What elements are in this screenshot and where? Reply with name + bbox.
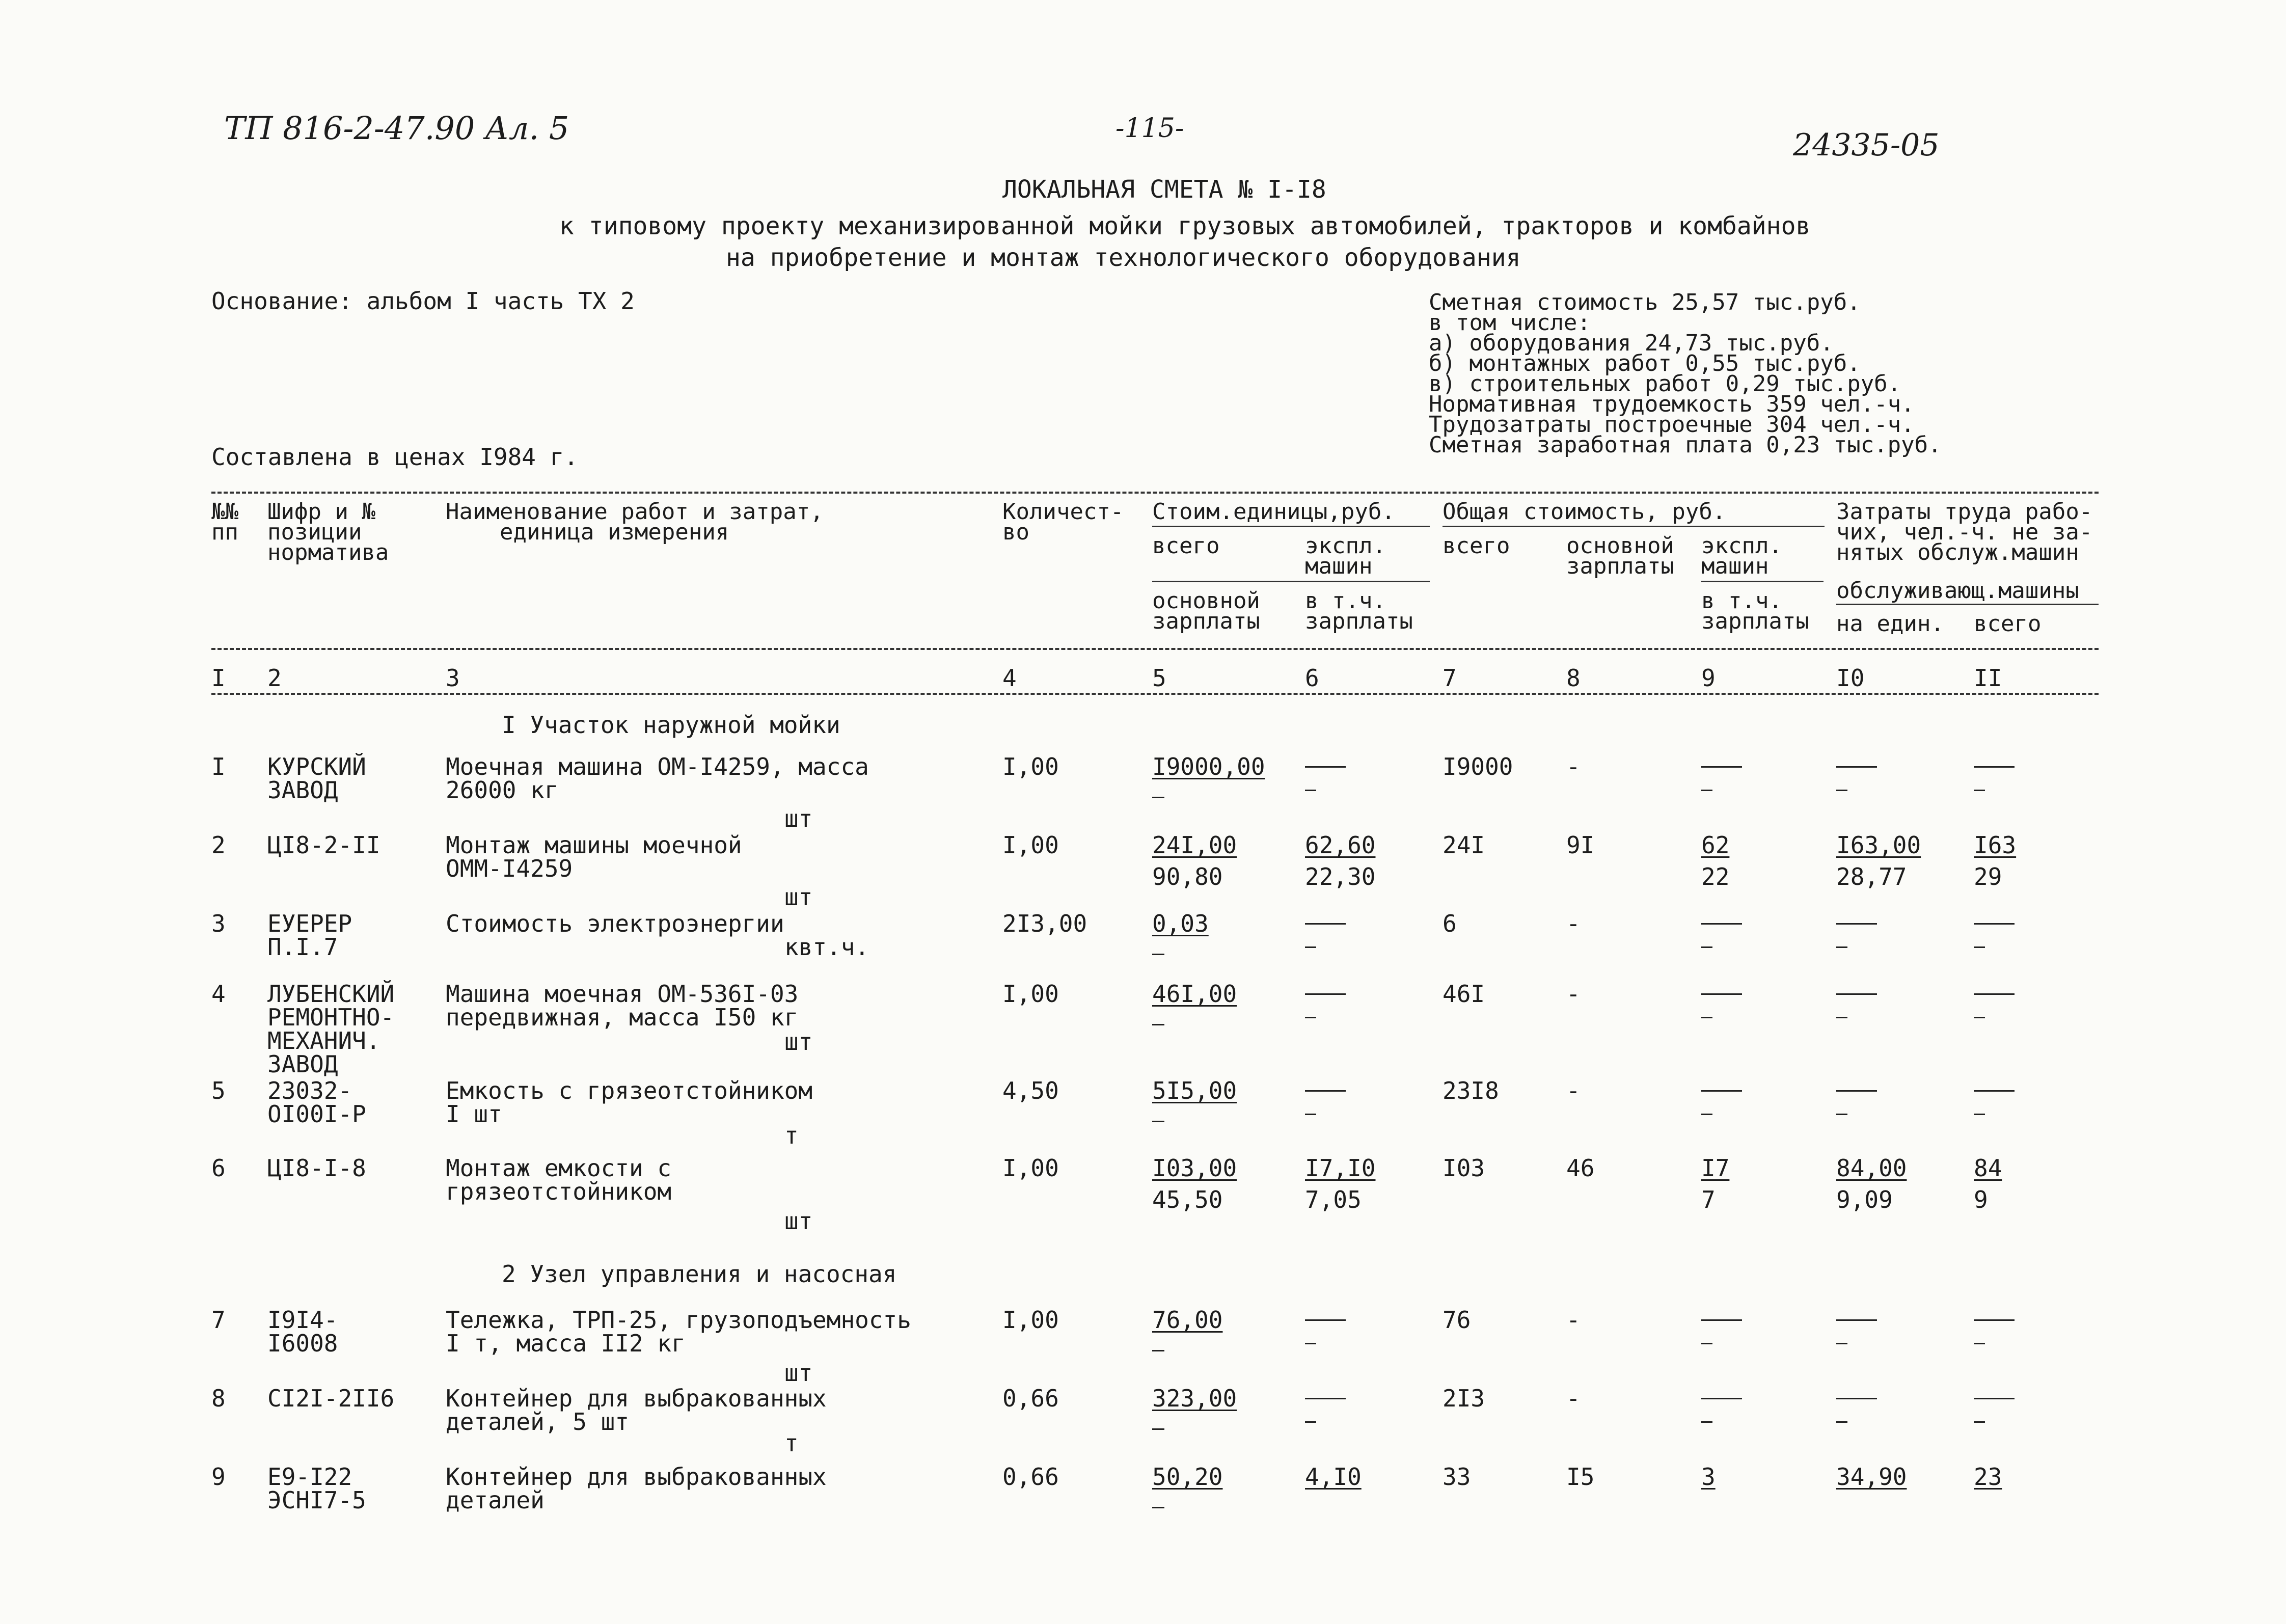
col-header-unit-cost: Стоим.единицы,руб. [1152, 499, 1395, 525]
col-header-unit-wages: основной зарплаты [1152, 588, 1260, 634]
row-unit: шт [784, 883, 813, 911]
col-header-num: №№ пп [211, 499, 238, 545]
row-total-wages: - [1566, 1385, 1581, 1412]
row-unit-machine-wages: 22,30 [1305, 863, 1376, 890]
row-labor-total-dash-tick [1974, 1343, 1985, 1344]
row-quantity: 0,66 [1002, 1463, 1059, 1491]
row-total-machines-dash [1701, 923, 1742, 925]
row-labor-total-machine: 29 [1974, 863, 2002, 890]
row-unit-machines-dash [1305, 766, 1346, 768]
row-total: 76 [1443, 1306, 1471, 1334]
row-quantity: I,00 [1002, 831, 1059, 859]
row-unit: квт.ч. [784, 933, 869, 961]
row-number: 3 [211, 910, 226, 937]
row-unit-machines-dash-tick [1305, 1343, 1316, 1344]
row-name: Контейнер для выбракованных деталей, 5 шт [446, 1385, 827, 1436]
labor-group-rule [1836, 604, 2099, 605]
row-unit-wages-dash [1152, 954, 1164, 955]
row-unit-machines: I7,I0 [1305, 1154, 1376, 1182]
row-total-machines-dash [1701, 1319, 1742, 1321]
row-unit-wages-dash [1152, 1024, 1164, 1025]
row-labor-per-unit-dash-tick [1836, 1114, 1847, 1115]
row-labor-per-unit-machine: 9,09 [1836, 1186, 1893, 1213]
row-total-machines-dash-tick [1701, 790, 1712, 791]
summary-line: в) строительных работ 0,29 тыс.руб. [1429, 371, 1901, 397]
row-labor-per-unit-dash [1836, 923, 1877, 925]
row-labor-total-dash [1974, 1319, 2015, 1321]
row-total-machine-wages: 22 [1701, 863, 1730, 890]
row-total-machines-dash-tick [1701, 1017, 1712, 1018]
row-quantity: 0,66 [1002, 1385, 1059, 1412]
col-index: 5 [1152, 664, 1166, 692]
summary-line: Трудозатраты построечные 304 чел.-ч. [1429, 412, 1915, 438]
summary-line: а) оборудования 24,73 тыс.руб. [1429, 330, 1834, 356]
row-code: ЛУБЕНСКИЙ РЕМОНТНО- МЕХАНИЧ. ЗАВОД [267, 980, 395, 1078]
row-unit-machines-dash-tick [1305, 946, 1316, 948]
row-code: 23032- OI00I-Р [267, 1077, 366, 1128]
row-unit-machine-wages: 7,05 [1305, 1186, 1362, 1213]
row-total-machines: 3 [1701, 1463, 1716, 1491]
col-index: 2 [267, 664, 282, 692]
row-unit: шт [784, 805, 813, 832]
row-unit-wages-dash [1152, 1121, 1164, 1122]
row-labor-total: I63 [1974, 831, 2017, 859]
row-unit-machines: 62,60 [1305, 831, 1376, 859]
row-quantity: I,00 [1002, 980, 1059, 1008]
col-index: I0 [1836, 664, 1865, 692]
row-quantity: 2I3,00 [1002, 910, 1087, 937]
col-header-name: Наименование работ и затрат, единица измерения [446, 499, 824, 545]
index-rule [211, 693, 2099, 695]
col-header-total-machine-wages: в т.ч. зарплаты [1701, 588, 1809, 634]
header-bottom-rule [211, 648, 2099, 650]
row-unit: т [784, 1122, 799, 1149]
row-labor-per-unit-dash [1836, 766, 1877, 768]
row-labor-total: 23 [1974, 1463, 2002, 1491]
total-group-rule [1443, 526, 1825, 527]
row-name: Монтаж емкости с грязеотстойником [446, 1154, 672, 1205]
section-title: I Участок наружной мойки [502, 711, 840, 739]
row-labor-total-dash [1974, 923, 2015, 925]
row-total-machines-dash-tick [1701, 1343, 1712, 1344]
row-labor-per-unit-dash-tick [1836, 1343, 1847, 1344]
row-unit-machines-dash [1305, 923, 1346, 925]
row-number: 5 [211, 1077, 226, 1104]
row-name: Моечная машина ОМ-I4259, масса 26000 кг [446, 753, 869, 804]
row-unit-total: 46I,00 [1152, 980, 1237, 1008]
col-header-code: Шифр и № позиции норматива [267, 499, 389, 565]
col-index: I [211, 664, 226, 692]
row-total: 24I [1443, 831, 1485, 859]
row-name: Тележка, ТРП-25, грузоподъемность I т, масса II2 кг [446, 1306, 911, 1357]
row-labor-per-unit-dash-tick [1836, 946, 1847, 948]
row-labor-total-dash [1974, 993, 2015, 995]
row-labor-total-machine: 9 [1974, 1186, 1988, 1213]
row-unit-total: 50,20 [1152, 1463, 1223, 1491]
row-unit-total: 5I5,00 [1152, 1077, 1237, 1104]
col-index: 4 [1002, 664, 1017, 692]
row-unit-total: 323,00 [1152, 1385, 1237, 1412]
document-code: ТП 816-2-47.90 Ал. 5 [224, 110, 569, 147]
row-name: Монтаж машины моечной ОММ-I4259 [446, 831, 742, 882]
row-total: I9000 [1443, 753, 1513, 780]
row-labor-per-unit: I63,00 [1836, 831, 1921, 859]
unit-cost-sub-rule [1152, 581, 1430, 582]
row-total-wages: I5 [1566, 1463, 1595, 1491]
row-total-machines-dash [1701, 1090, 1742, 1092]
row-code: Е9-I22 ЭСНI7-5 [267, 1463, 366, 1514]
row-unit-machines-dash-tick [1305, 1114, 1316, 1115]
unit-cost-group-rule [1152, 526, 1430, 527]
row-unit-total: 24I,00 [1152, 831, 1237, 859]
row-total: 2I3 [1443, 1385, 1485, 1412]
row-labor-total: 84 [1974, 1154, 2002, 1182]
row-unit-machines-dash-tick [1305, 1017, 1316, 1018]
basis-text: Основание: альбом I часть ТХ 2 [211, 287, 635, 315]
row-labor-total-dash-tick [1974, 1421, 1985, 1423]
row-total-wages: - [1566, 1306, 1581, 1334]
estimate-subtitle-1: к типовому проекту механизированной мойки грузовых автомобилей, тракторов и комбайнов [559, 212, 1811, 240]
row-quantity: I,00 [1002, 1154, 1059, 1182]
col-index: 6 [1305, 664, 1319, 692]
col-header-total-wages: основной зарплаты [1566, 533, 1674, 579]
col-index: 7 [1443, 664, 1457, 692]
row-name: Емкость с грязеотстойником I шт [446, 1077, 813, 1128]
row-number: 4 [211, 980, 226, 1008]
section-title: 2 Узел управления и насосная [502, 1260, 897, 1288]
col-index: 3 [446, 664, 460, 692]
compiled-text: Составлена в ценах I984 г. [211, 443, 579, 471]
row-total: 33 [1443, 1463, 1471, 1491]
row-total-wages: 9I [1566, 831, 1595, 859]
row-labor-per-unit: 34,90 [1836, 1463, 1907, 1491]
row-name: Машина моечная ОМ-536I-03 передвижная, масса I50 кг [446, 980, 799, 1031]
summary-line: Сметная заработная плата 0,23 тыс.руб. [1429, 432, 1942, 458]
col-header-total-all: всего [1443, 533, 1510, 559]
row-total-wages: 46 [1566, 1154, 1595, 1182]
summary-line: в том числе: [1429, 310, 1591, 336]
row-labor-per-unit-machine: 28,77 [1836, 863, 1907, 890]
row-unit-wages: 90,80 [1152, 863, 1223, 890]
inventory-number: 24335-05 [1793, 127, 1940, 163]
row-unit: шт [784, 1359, 813, 1387]
row-unit-total: 0,03 [1152, 910, 1209, 937]
row-unit: шт [784, 1028, 813, 1055]
cost-summary [1429, 289, 1942, 458]
estimate-title: ЛОКАЛЬНАЯ СМЕТА № I-I8 [1002, 175, 1326, 204]
row-unit-machines-dash-tick [1305, 1421, 1316, 1423]
row-quantity: 4,50 [1002, 1077, 1059, 1104]
row-unit-wages-dash [1152, 1428, 1164, 1430]
col-header-qty: Количест- во [1002, 499, 1124, 545]
row-number: 8 [211, 1385, 226, 1412]
col-index: 9 [1701, 664, 1716, 692]
summary-line: б) монтажных работ 0,55 тыс.руб. [1429, 350, 1861, 376]
col-header-labor-machine: обслуживающ.машины [1836, 578, 2079, 604]
row-total-wages: - [1566, 1077, 1581, 1104]
row-unit-machines-dash [1305, 1398, 1346, 1399]
row-labor-total-dash [1974, 1090, 2015, 1092]
row-unit-machines-dash [1305, 1319, 1346, 1321]
row-code: КУРСКИЙ ЗАВОД [267, 753, 366, 804]
row-name: Контейнер для выбракованных деталей [446, 1463, 827, 1514]
row-total-machines-dash [1701, 766, 1742, 768]
row-labor-per-unit-dash-tick [1836, 1017, 1847, 1018]
col-header-unit-machines: экспл. машин [1305, 533, 1386, 579]
row-labor-per-unit: 84,00 [1836, 1154, 1907, 1182]
row-total-machine-wages: 7 [1701, 1186, 1716, 1213]
col-header-labor-per-unit: на един. [1836, 611, 1944, 637]
row-unit: т [784, 1429, 799, 1457]
row-total-machines: 62 [1701, 831, 1730, 859]
row-unit: шт [784, 1207, 813, 1235]
row-number: 7 [211, 1306, 226, 1334]
row-total-machines-dash [1701, 1398, 1742, 1399]
row-total: 23I8 [1443, 1077, 1499, 1104]
summary-line: Нормативная трудоемкость 359 чел.-ч. [1429, 391, 1915, 417]
row-number: 6 [211, 1154, 226, 1182]
row-total-wages: - [1566, 980, 1581, 1008]
row-unit-wages-dash [1152, 797, 1164, 798]
row-number: 9 [211, 1463, 226, 1491]
summary-line: Сметная стоимость 25,57 тыс.руб. [1429, 289, 1861, 315]
row-labor-total-dash [1974, 766, 2015, 768]
col-header-total: Общая стоимость, руб. [1443, 499, 1726, 525]
row-labor-per-unit-dash-tick [1836, 1421, 1847, 1423]
page-number: -115- [1115, 113, 1184, 144]
row-unit-total: I9000,00 [1152, 753, 1265, 780]
row-total-machines-dash-tick [1701, 1114, 1712, 1115]
col-header-labor-total: всего [1974, 611, 2042, 637]
row-total: 6 [1443, 910, 1457, 937]
row-code: CI2I-2II6 [267, 1385, 395, 1412]
row-number: 2 [211, 831, 226, 859]
row-unit-wages-dash [1152, 1507, 1164, 1508]
row-unit-wages-dash [1152, 1350, 1164, 1351]
col-header-unit-machine-wages: в т.ч. зарплаты [1305, 588, 1413, 634]
row-unit-total: I03,00 [1152, 1154, 1237, 1182]
col-index: II [1974, 664, 2002, 692]
row-total-wages: - [1566, 753, 1581, 780]
table-top-rule [211, 492, 2099, 494]
row-labor-per-unit-dash-tick [1836, 790, 1847, 791]
row-labor-total-dash-tick [1974, 1114, 1985, 1115]
col-index: 8 [1566, 664, 1581, 692]
row-total-machines: I7 [1701, 1154, 1730, 1182]
row-total-machines-dash-tick [1701, 1421, 1712, 1423]
col-header-unit-total: всего [1152, 533, 1220, 559]
row-labor-per-unit-dash [1836, 1319, 1877, 1321]
row-unit-machines-dash [1305, 1090, 1346, 1092]
row-quantity: I,00 [1002, 753, 1059, 780]
row-total: I03 [1443, 1154, 1485, 1182]
row-unit-total: 76,00 [1152, 1306, 1223, 1334]
row-number: I [211, 753, 226, 780]
estimate-subtitle-2: на приобретение и монтаж технологического оборудования [726, 243, 1521, 272]
row-labor-per-unit-dash [1836, 1090, 1877, 1092]
col-header-labor: Затраты труда рабо- чих, чел.-ч. не за- нятых обслуж.машин [1836, 499, 2093, 565]
row-code: ЕУЕРЕР П.I.7 [267, 910, 352, 961]
row-unit-wages: 45,50 [1152, 1186, 1223, 1213]
row-code: ЦI8-I-8 [267, 1154, 366, 1182]
col-header-total-machines: экспл. машин [1701, 533, 1782, 579]
row-unit-machines-dash [1305, 993, 1346, 995]
row-unit-machines-dash-tick [1305, 790, 1316, 791]
row-code: ЦI8-2-II [267, 831, 380, 859]
row-total: 46I [1443, 980, 1485, 1008]
row-labor-per-unit-dash [1836, 1398, 1877, 1399]
row-name: Стоимость электроэнергии [446, 910, 784, 937]
row-labor-total-dash-tick [1974, 946, 1985, 948]
row-quantity: I,00 [1002, 1306, 1059, 1334]
row-labor-total-dash [1974, 1398, 2015, 1399]
row-labor-total-dash-tick [1974, 1017, 1985, 1018]
total-machines-rule [1701, 581, 1824, 582]
row-total-machines-dash-tick [1701, 946, 1712, 948]
row-labor-per-unit-dash [1836, 993, 1877, 995]
row-labor-total-dash-tick [1974, 790, 1985, 791]
row-code: I9I4- I6008 [267, 1306, 338, 1357]
row-total-wages: - [1566, 910, 1581, 937]
row-total-machines-dash [1701, 993, 1742, 995]
row-unit-machines: 4,I0 [1305, 1463, 1362, 1491]
